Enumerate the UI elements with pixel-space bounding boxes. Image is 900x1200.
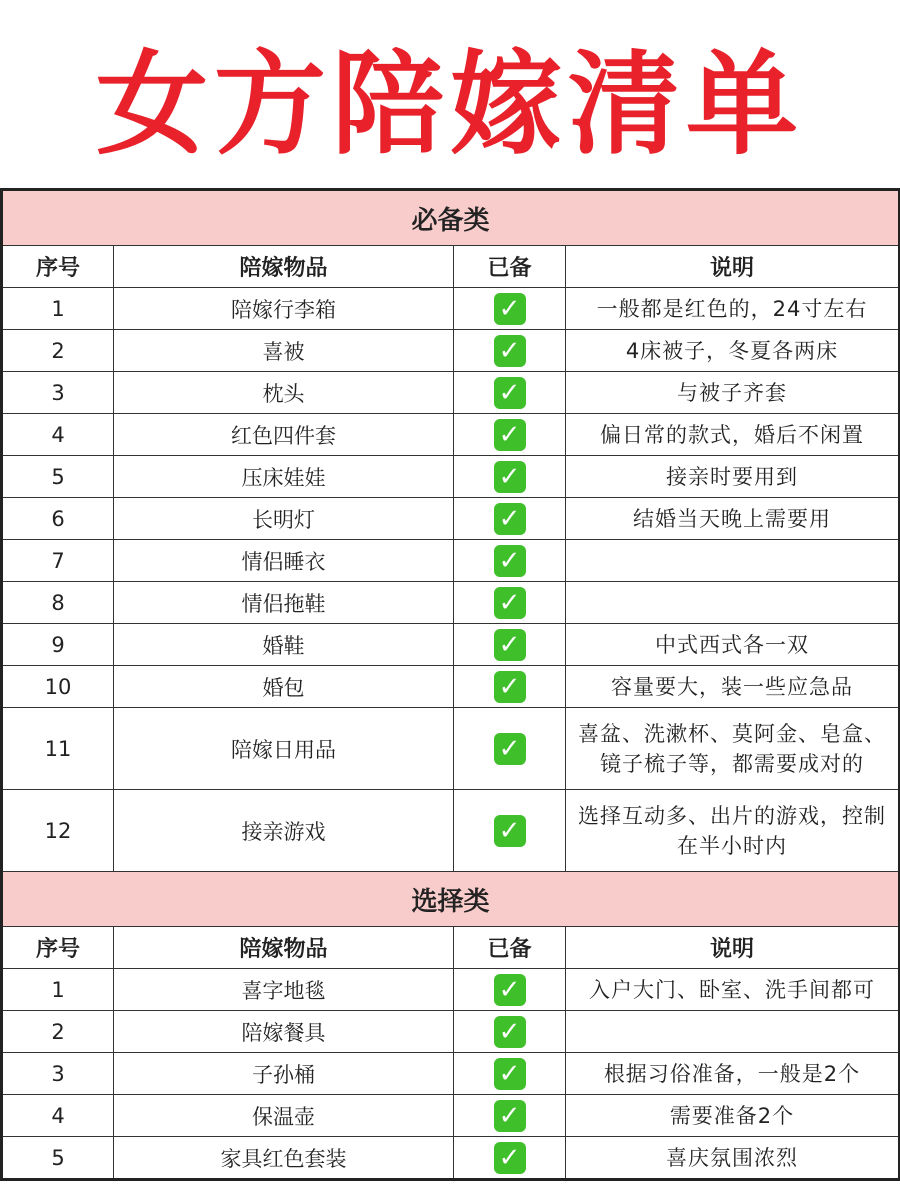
row-ready [454,582,566,624]
row-ready [454,288,566,330]
row-number: 12 [2,790,114,872]
row-number: 3 [2,372,114,414]
check-mark-icon: ✓ [494,293,526,325]
row-number: 1 [2,288,114,330]
check-mark-icon: ✓ [494,419,526,451]
row-note [566,540,900,582]
row-item: 子孙桶 [114,1053,454,1095]
row-item: 喜字地毯 [114,969,454,1011]
page-title: 女方陪嫁清单 [96,40,804,170]
row-ready [454,372,566,414]
row-note: 选择互动多、出片的游戏，控制在半小时内 [566,790,900,872]
row-note [566,582,900,624]
row-ready [454,498,566,540]
row-note: 一般都是红色的，24寸左右 [566,288,900,330]
row-number: 11 [2,708,114,790]
check-mark-icon: ✓ [494,1058,526,1090]
check-mark-icon: ✓ [494,461,526,493]
row-item: 情侣拖鞋 [114,582,454,624]
row-number: 2 [2,330,114,372]
section-title: 必备类 [2,190,900,246]
check-mark-icon: ✓ [494,1016,526,1048]
header-no: 序号 [2,246,114,288]
row-ready [454,666,566,708]
row-number: 1 [2,969,114,1011]
row-item: 红色四件套 [114,414,454,456]
row-item: 陪嫁日用品 [114,708,454,790]
row-note: 4床被子，冬夏各两床 [566,330,900,372]
row-note [566,1011,900,1053]
row-number: 4 [2,1095,114,1137]
row-number: 5 [2,1137,114,1180]
row-ready [454,1095,566,1137]
header-no: 序号 [2,927,114,969]
row-number: 9 [2,624,114,666]
table-row [2,330,900,372]
section-title: 选择类 [2,872,900,927]
header-ready: 已备 [454,246,566,288]
row-number: 8 [2,582,114,624]
row-ready [454,969,566,1011]
header-note: 说明 [566,927,900,969]
check-mark-icon: ✓ [494,503,526,535]
check-mark-icon: ✓ [494,1142,526,1174]
row-number: 5 [2,456,114,498]
row-note: 喜庆氛围浓烈 [566,1137,900,1180]
section-header [2,872,900,927]
row-note: 偏日常的款式，婚后不闲置 [566,414,900,456]
dowry-table-body [2,190,900,1180]
dowry-table [0,188,900,1181]
check-mark-icon: ✓ [494,733,526,765]
check-mark-icon: ✓ [494,815,526,847]
table-row [2,624,900,666]
table-row [2,1095,900,1137]
row-note: 喜盆、洗漱杯、莫阿金、皂盒、镜子梳子等，都需要成对的 [566,708,900,790]
header-ready: 已备 [454,927,566,969]
row-note: 需要准备2个 [566,1095,900,1137]
check-mark-icon: ✓ [494,1100,526,1132]
row-note: 入户大门、卧室、洗手间都可 [566,969,900,1011]
check-mark-icon: ✓ [494,377,526,409]
table-row [2,372,900,414]
header-note: 说明 [566,246,900,288]
check-mark-icon: ✓ [494,671,526,703]
row-item: 陪嫁行李箱 [114,288,454,330]
row-item: 婚鞋 [114,624,454,666]
row-note: 容量要大，装一些应急品 [566,666,900,708]
row-item: 枕头 [114,372,454,414]
row-note: 结婚当天晚上需要用 [566,498,900,540]
section-header [2,190,900,246]
table-row [2,1053,900,1095]
row-item: 喜被 [114,330,454,372]
table-row [2,582,900,624]
row-ready [454,414,566,456]
table-row [2,414,900,456]
row-ready [454,456,566,498]
header-item: 陪嫁物品 [114,246,454,288]
table-row [2,1011,900,1053]
row-item: 长明灯 [114,498,454,540]
check-mark-icon: ✓ [494,629,526,661]
row-ready [454,790,566,872]
row-ready [454,708,566,790]
row-ready [454,1137,566,1180]
row-note: 与被子齐套 [566,372,900,414]
row-number: 2 [2,1011,114,1053]
row-note: 接亲时要用到 [566,456,900,498]
table-row [2,708,900,790]
row-item: 保温壶 [114,1095,454,1137]
row-note: 根据习俗准备，一般是2个 [566,1053,900,1095]
row-ready [454,1053,566,1095]
table-row [2,790,900,872]
row-number: 3 [2,1053,114,1095]
table-row [2,1137,900,1180]
table-row [2,666,900,708]
table-row [2,969,900,1011]
row-item: 接亲游戏 [114,790,454,872]
row-ready [454,1011,566,1053]
table-row [2,498,900,540]
row-number: 6 [2,498,114,540]
row-ready [454,330,566,372]
row-item: 家具红色套装 [114,1137,454,1180]
check-mark-icon: ✓ [494,335,526,367]
row-item: 情侣睡衣 [114,540,454,582]
check-mark-icon: ✓ [494,545,526,577]
column-header-row [2,246,900,288]
row-note: 中式西式各一双 [566,624,900,666]
row-item: 陪嫁餐具 [114,1011,454,1053]
table-row [2,456,900,498]
row-item: 婚包 [114,666,454,708]
table-row [2,540,900,582]
row-item: 压床娃娃 [114,456,454,498]
row-number: 4 [2,414,114,456]
table-row [2,288,900,330]
row-ready [454,624,566,666]
header-item: 陪嫁物品 [114,927,454,969]
column-header-row [2,927,900,969]
check-mark-icon: ✓ [494,587,526,619]
row-ready [454,540,566,582]
row-number: 10 [2,666,114,708]
check-mark-icon: ✓ [494,974,526,1006]
row-number: 7 [2,540,114,582]
